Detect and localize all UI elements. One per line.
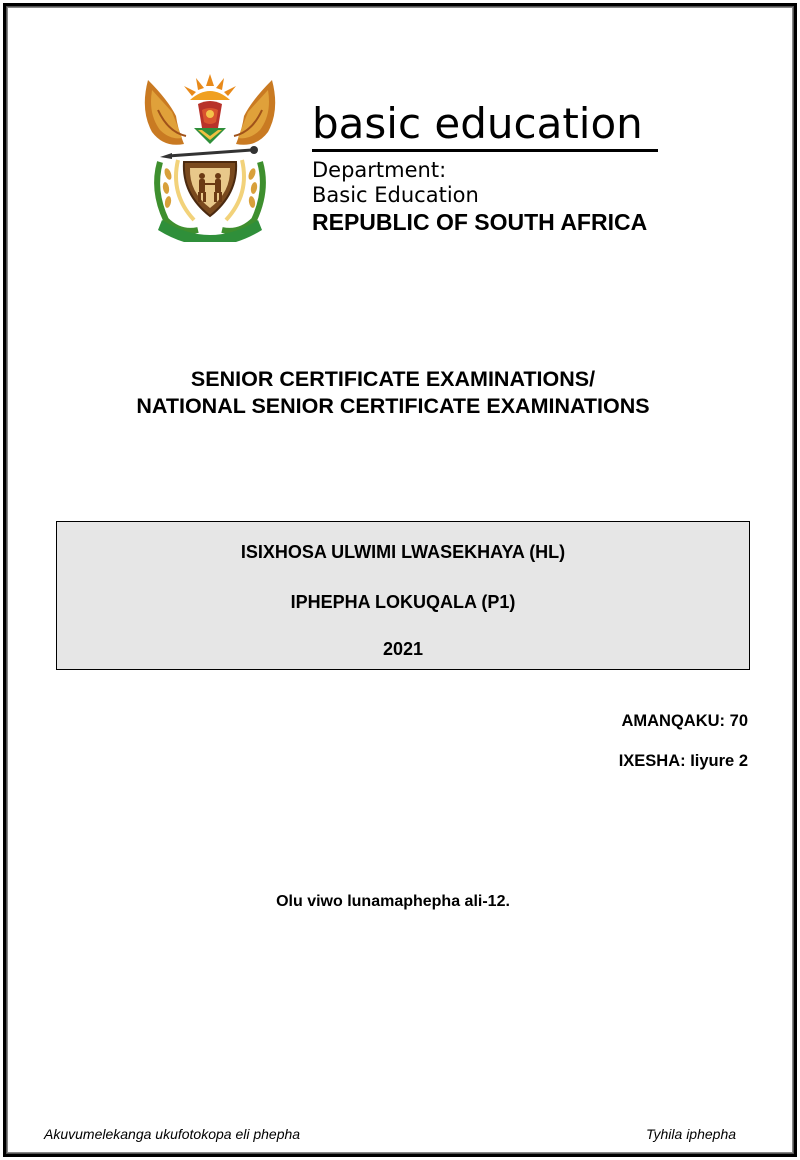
secretary-bird-icon — [198, 101, 222, 131]
department-label: Department: — [312, 158, 447, 182]
exam-title — [0, 366, 786, 420]
exam-title-line-1: SENIOR CERTIFICATE EXAMINATIONS/ — [190, 367, 596, 391]
department-header — [312, 100, 662, 235]
turn-over-note: Tyhila iphepha — [646, 1126, 737, 1142]
subject-box — [56, 521, 750, 670]
brand-wordmark: basic education — [312, 99, 643, 148]
paper-number: IPHEPHA LOKUQALA (P1) — [290, 592, 516, 612]
brand-underline — [312, 149, 658, 152]
subject-name: ISIXHOSA ULWIMI LWASEKHAYA (HL) — [240, 542, 566, 562]
exam-year: 2021 — [382, 639, 424, 659]
exam-title-line-2: NATIONAL SENIOR CERTIFICATE EXAMINATIONS — [136, 394, 650, 418]
copyright-notice: Akuvumelekanga ukufotokopa eli phepha — [44, 1126, 301, 1142]
republic-name: REPUBLIC OF SOUTH AFRICA — [312, 209, 648, 235]
page-count-note: Olu viwo lunamaphepha ali-12. — [276, 893, 510, 910]
rising-sun-icon — [184, 74, 236, 100]
coat-of-arms-logo — [138, 70, 282, 242]
exam-duration: IXESHA: Iiyure 2 — [618, 752, 748, 770]
protea-flower-icon — [194, 128, 226, 144]
marks-total: AMANQAKU: 70 — [621, 712, 748, 730]
department-name: Basic Education — [312, 183, 479, 207]
shield-icon — [184, 162, 236, 216]
spear-and-knobkierie-icon — [160, 146, 258, 159]
